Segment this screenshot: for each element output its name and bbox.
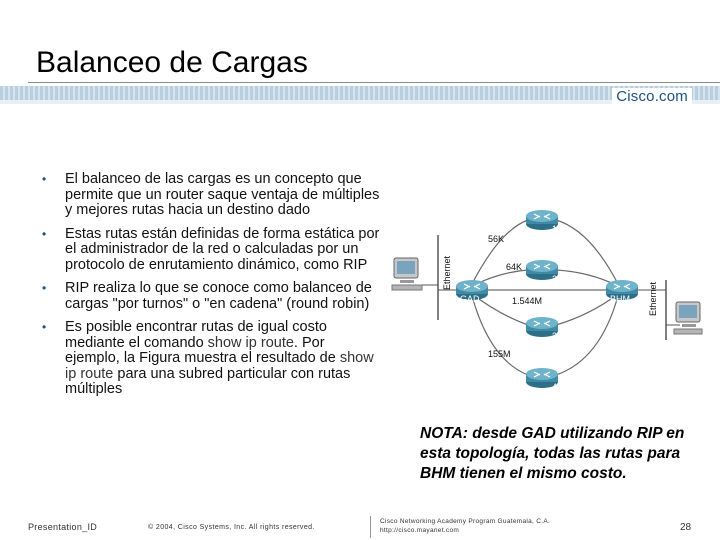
network-diagram — [380, 190, 710, 410]
bullet-icon: • — [42, 320, 47, 334]
bullet-item — [42, 227, 382, 274]
bullet-text: RIP realiza lo que se conoce como balanceo de cargas "por turnos" o "en cadena" (round robin) — [65, 280, 372, 312]
link-label-64k: 64K — [506, 262, 523, 272]
bullet-text: . Por ejemplo, la Figura muestra el resultado de — [65, 334, 340, 366]
footer-presentation-id: Presentation_ID — [28, 522, 98, 532]
link-r3-bhm — [556, 294, 618, 325]
link-r4-bhm — [556, 296, 618, 375]
note-text: NOTA: desde GAD utilizando RIP en esta topología, todas las rutas para BHM tienen el mismo costo. — [420, 425, 685, 482]
bullet-text: Estas rutas están definidas de forma estática por el administrador de la red o calculadas por un protocolo de enrutamiento dinámico, como RIP — [65, 225, 380, 273]
footer-divider — [370, 516, 371, 538]
router-icon — [456, 280, 488, 304]
bullet-text: Es posible encontrar rutas de igual costo mediante el comando — [65, 319, 327, 351]
footer-academy-line1: Cisco Networking Academy Program Guatemala, C.A. — [380, 518, 551, 525]
router-icon — [526, 260, 558, 284]
link-gad-r4 — [472, 296, 528, 375]
bullet-item — [42, 320, 382, 398]
bullet-item — [42, 172, 382, 219]
footer-copyright: © 2004, Cisco Systems, Inc. All rights reserved. — [148, 524, 315, 531]
pc-left-icon — [392, 258, 422, 290]
bullet-icon: • — [42, 281, 47, 295]
router-3-label: 3 — [552, 331, 558, 341]
footer-academy — [380, 517, 550, 535]
title-divider — [28, 82, 720, 83]
router-2-label: 2 — [552, 274, 558, 284]
link-label-1544m: 1.544M — [512, 296, 543, 306]
ethernet-label-left: Ethernet — [442, 255, 452, 290]
page-title: Balanceo de Cargas — [36, 46, 308, 79]
router-1-label: 1 — [552, 224, 558, 234]
router-gad-label: GAD — [460, 294, 480, 304]
bullet-text: para una subred particular con rutas múltiples — [65, 365, 351, 397]
command-text: show ip route — [65, 350, 374, 382]
cisco-logo: Cisco.com — [612, 88, 692, 105]
bullet-text: El balanceo de las cargas es un concepto que permite que un router saque ventaja de múltiples y mejores rutas hacia un destino dado — [65, 171, 380, 218]
page-number: 28 — [680, 522, 692, 533]
router-4-label: 4 — [552, 382, 558, 392]
bullet-list — [42, 172, 382, 406]
router-icon — [526, 317, 558, 341]
link-label-56k: 56K — [488, 234, 505, 244]
footer-academy-line2: http://cisco.mayanet.com — [380, 527, 460, 534]
pc-right-icon — [674, 302, 702, 334]
bullet-icon: • — [42, 226, 47, 241]
bullet-item — [42, 281, 382, 312]
router-icon — [606, 280, 638, 304]
router-icon — [526, 368, 558, 392]
router-bhm-label: BHM — [610, 294, 630, 304]
ethernet-label-right: Ethernet — [648, 281, 658, 316]
bullet-icon: • — [42, 172, 47, 186]
command-text: show ip route — [207, 334, 294, 351]
link-label-155m: 155M — [488, 349, 511, 359]
router-icon — [526, 210, 558, 234]
